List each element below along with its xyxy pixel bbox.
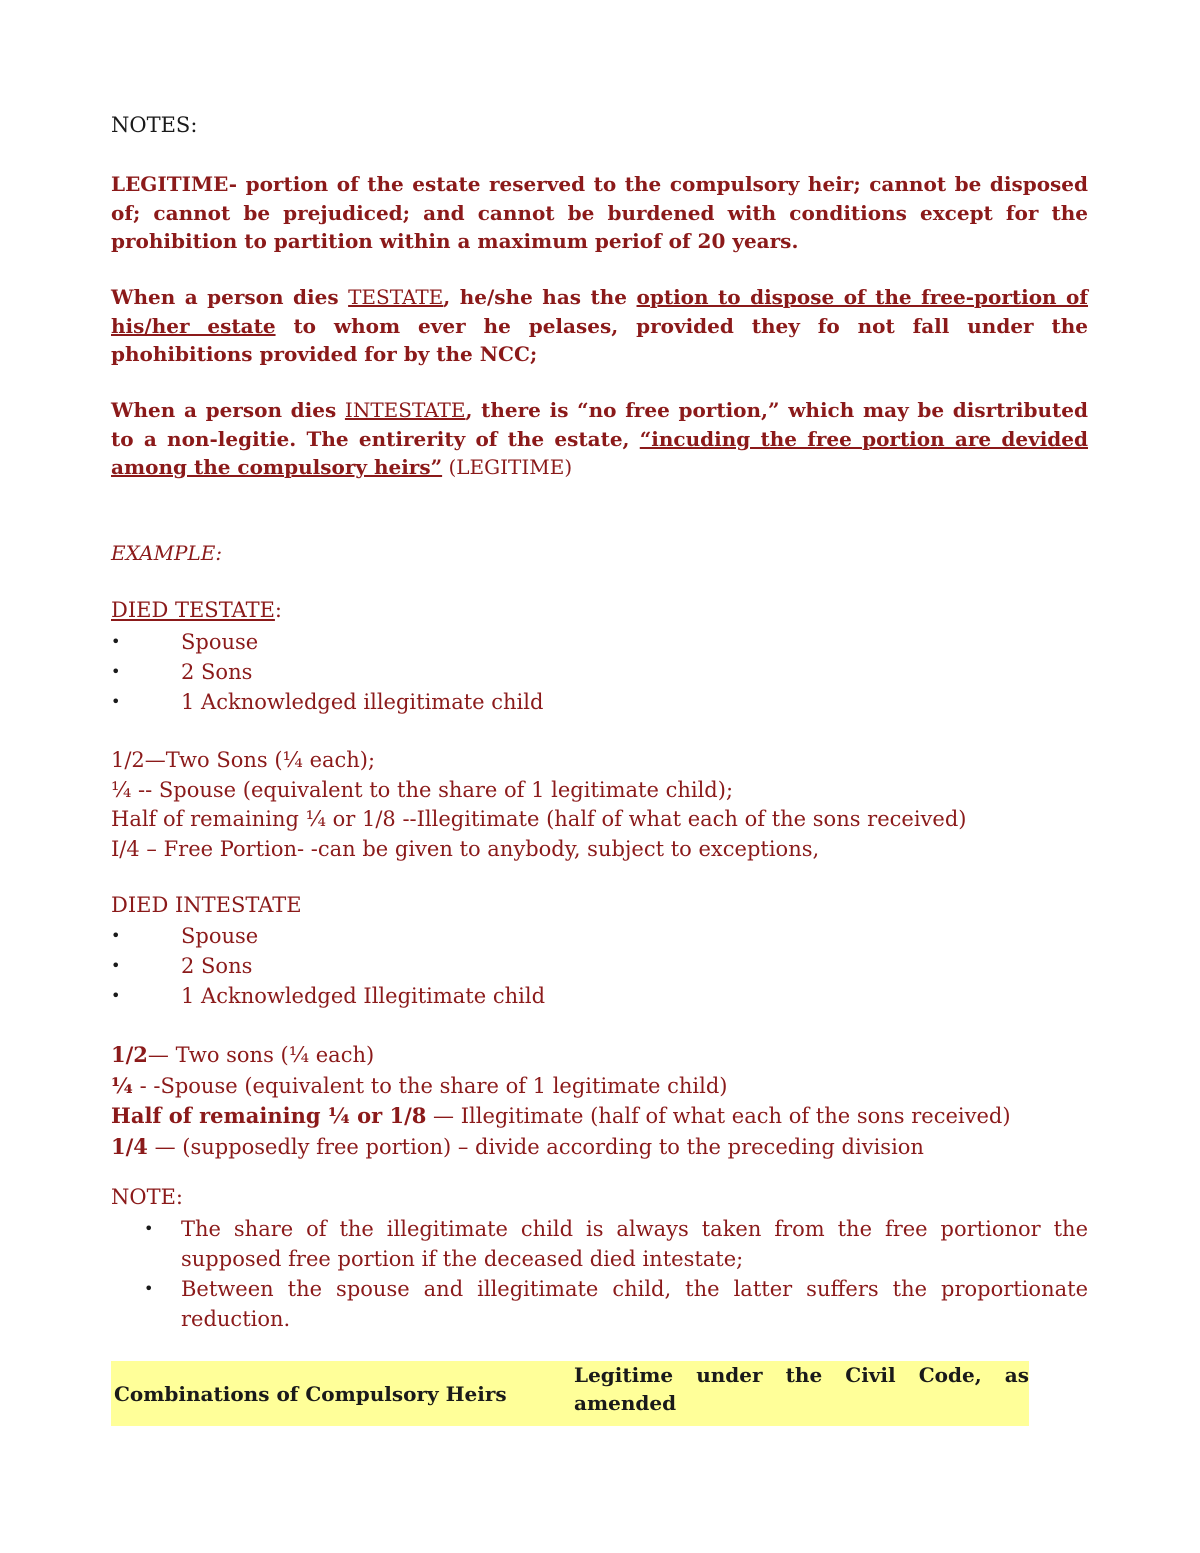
table-header-combinations: Combinations of Compulsory Heirs — [114, 1381, 507, 1406]
list-item-text: Spouse — [181, 630, 259, 654]
share-line: I/4 – Free Portion- -can be given to anybody, subject to exceptions, — [111, 836, 820, 861]
testate-paragraph — [111, 283, 1088, 369]
list-item-text: Spouse — [181, 924, 259, 948]
share-desc: — Illegitimate (half of what each of the sons received) — [426, 1104, 1011, 1128]
share-desc: — (supposedly free portion) – divide according to the preceding division — [147, 1134, 924, 1159]
died-testate-heading — [111, 598, 1088, 622]
note-list — [111, 1214, 1088, 1334]
table-header-legitime-line2: amended — [574, 1391, 677, 1415]
legitime-text: portion of the estate reserved to the compulsory heir; cannot be disposed of; cannot be prejudiced; and cannot be burdened with conditions except for the prohibition to partition within a maximum periof of 20 years. — [111, 172, 1088, 253]
list-item-text: 1 Acknowledged Illegitimate child — [181, 984, 546, 1008]
list-item-text: 2 Sons — [181, 660, 253, 684]
list-item — [111, 627, 1088, 657]
bullet-icon: • — [111, 926, 121, 945]
share-desc: — Two sons (¼ each) — [147, 1043, 375, 1067]
note-text: Between the spouse and illegitimate child, the latter suffers the proportionate reduction. — [181, 1277, 1088, 1331]
legitime-paragraph — [111, 170, 1088, 256]
testate-mid: , he/she has the — [443, 285, 637, 309]
note-text: The share of the illegitimate child is always taken from the free portionor the supposed free portion if the deceased died intestate; — [181, 1217, 1088, 1271]
share-line — [111, 1132, 1088, 1163]
list-item — [111, 1214, 1088, 1274]
share-fraction: Half of remaining ¼ or 1/8 — [111, 1103, 427, 1128]
list-item — [111, 921, 1088, 951]
share-fraction: ¼ — [111, 1072, 133, 1098]
bullet-icon: • — [144, 1219, 154, 1238]
example-label: EXAMPLE: — [111, 541, 223, 565]
bullet-icon: • — [111, 662, 121, 681]
list-item — [111, 1274, 1088, 1334]
note-heading: NOTE: — [111, 1185, 184, 1209]
list-item — [111, 657, 1088, 687]
intestate-shares — [111, 1040, 1088, 1162]
intestate-quote: “incuding the free portion are devided among the compulsory heirs” — [111, 426, 1089, 479]
testate-pre: When a person dies — [111, 285, 349, 309]
table-header-legitime-line1: Legitime under the Civil Code, as — [574, 1363, 1029, 1387]
share-fraction: 1/2 — [111, 1042, 148, 1067]
bullet-icon: • — [111, 956, 121, 975]
share-line: ¼ -- Spouse (equivalent to the share of 1 legitimate child); — [111, 777, 734, 802]
testate-post: to whom ever he pelases, provided they fo not fall under the phohibitions provided for by the NCC; — [111, 313, 1088, 366]
intestate-heirs-list — [111, 921, 1088, 1011]
testate-term: TESTATE — [348, 285, 444, 309]
bullet-icon: • — [111, 986, 121, 1005]
share-line — [111, 1040, 1088, 1071]
share-line — [111, 1101, 1088, 1132]
share-desc: - -Spouse (equivalent to the share of 1 legitimate child) — [132, 1073, 728, 1098]
bullet-icon: • — [111, 632, 121, 651]
bullet-icon: • — [144, 1279, 154, 1298]
list-item-text: 2 Sons — [181, 954, 253, 978]
bullet-icon: • — [111, 692, 121, 711]
intestate-mid: , there is “no free portion,” which may be disrtributed to a non-legitie. The entirerity of the estate, — [111, 398, 1089, 451]
share-fraction: 1/4 — [111, 1133, 148, 1159]
heirs-table-header — [111, 1361, 1029, 1426]
list-item — [111, 687, 1088, 717]
table-header-legitime — [574, 1361, 1029, 1426]
share-line: Half of remaining ¼ or 1/8 --Illegitimate (half of what each of the sons received) — [111, 807, 967, 831]
list-item — [111, 981, 1088, 1011]
share-line — [111, 1071, 1088, 1102]
died-testate-title: DIED TESTATE — [111, 598, 275, 622]
intestate-paragraph — [111, 396, 1088, 482]
testate-heirs-list — [111, 627, 1088, 717]
intestate-term: INTESTATE — [344, 398, 466, 422]
notes-heading: NOTES: — [111, 113, 198, 137]
intestate-post: (LEGITIME) — [442, 455, 573, 479]
share-line: 1/2—Two Sons (¼ each); — [111, 748, 376, 772]
intestate-pre: When a person dies — [111, 398, 345, 422]
legitime-term: LEGITIME- — [111, 172, 238, 196]
testate-shares — [111, 746, 1088, 864]
died-testate-colon: : — [274, 598, 282, 622]
testate-option: option to dispose of the free-portion of his/her estate — [111, 285, 1089, 338]
list-item — [111, 951, 1088, 981]
died-intestate-heading: DIED INTESTATE — [111, 893, 302, 917]
list-item-text: 1 Acknowledged illegitimate child — [181, 690, 544, 714]
